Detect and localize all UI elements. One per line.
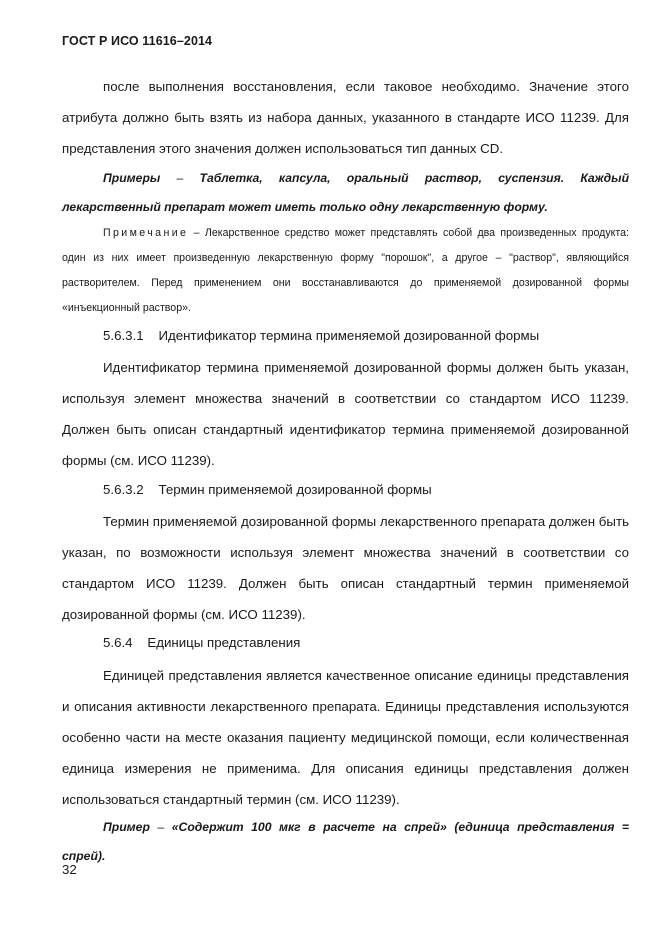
paragraph-dosage-form-term: Термин применяемой дозированной формы лекарственного препарата должен быть указан, по возможности используя элемент множества значений в соответствии со стандартом ИСО 11239. Должен быть описан стандартный термин применяемой дозированной формы (см. ИСО 11239). — [62, 514, 629, 622]
section-title: Термин применяемой дозированной формы — [158, 482, 432, 497]
section-heading-5-6-3-1 — [103, 326, 539, 346]
note-text: – Лекарственное средство может представлять собой два произведенных продукта: один из них имеет произведенную лекарственную форму "порошок", а другое – "раствор", являющийся растворителем. Перед применением они восстанавливаются до применяемой дозированной формы «инъекционный раствор». — [62, 227, 629, 314]
section-number: 5.6.4 — [103, 635, 133, 650]
section-number: 5.6.3.2 — [103, 482, 144, 497]
document-header: ГОСТ Р ИСО 11616–2014 — [62, 34, 213, 48]
section-heading-5-6-3-2 — [103, 480, 432, 500]
paragraph-unit-of-presentation: Единицей представления является качественное описание единицы представления и описания активности лекарственного препарата. Единицы представления используются особенно части на месте оказания пациенту медицинской помощи, если количественная единица измерения не применима. Для описания единицы представления должен использоваться стандартный термин (см. ИСО 11239). — [62, 668, 629, 807]
example-text: Таблетка, капсула, оральный раствор, суспензия. Каждый лекарственный препарат может иметь только одну лекарственную форму. — [62, 171, 630, 214]
example-text: «Содержит 100 мкг в расчете на спрей» (единица представления = спрей). — [62, 820, 630, 863]
example-dash: – — [176, 171, 184, 185]
paragraph-dosage-form-identifier: Идентификатор термина применяемой дозированной формы должен быть указан, используя элемент множества значений в соответствии со стандартом ИСО 11239. Должен быть описан стандартный идентификатор термина применяемой дозированной формы (см. ИСО 11239). — [62, 360, 629, 468]
section-heading-5-6-4 — [103, 633, 300, 653]
section-number: 5.6.3.1 — [103, 328, 144, 343]
example-dosage-forms — [62, 164, 629, 222]
example-label: Пример — [103, 820, 150, 834]
paragraph-attribute-value: после выполнения восстановления, если таковое необходимо. Значение этого атрибута должно быть взять из набора данных, указанного в стандарте ИСО 11239. Для представления этого значения должен использоваться тип данных CD. — [62, 79, 629, 156]
example-unit-of-presentation — [62, 813, 629, 871]
note-reconstitution — [62, 221, 629, 321]
example-dash: – — [157, 820, 165, 834]
note-label: Примечание — [103, 227, 189, 239]
section-title: Единицы представления — [147, 635, 301, 650]
section-title: Идентификатор термина применяемой дозированной формы — [158, 328, 540, 343]
example-label: Примеры — [103, 171, 161, 185]
page-number: 32 — [62, 862, 77, 877]
